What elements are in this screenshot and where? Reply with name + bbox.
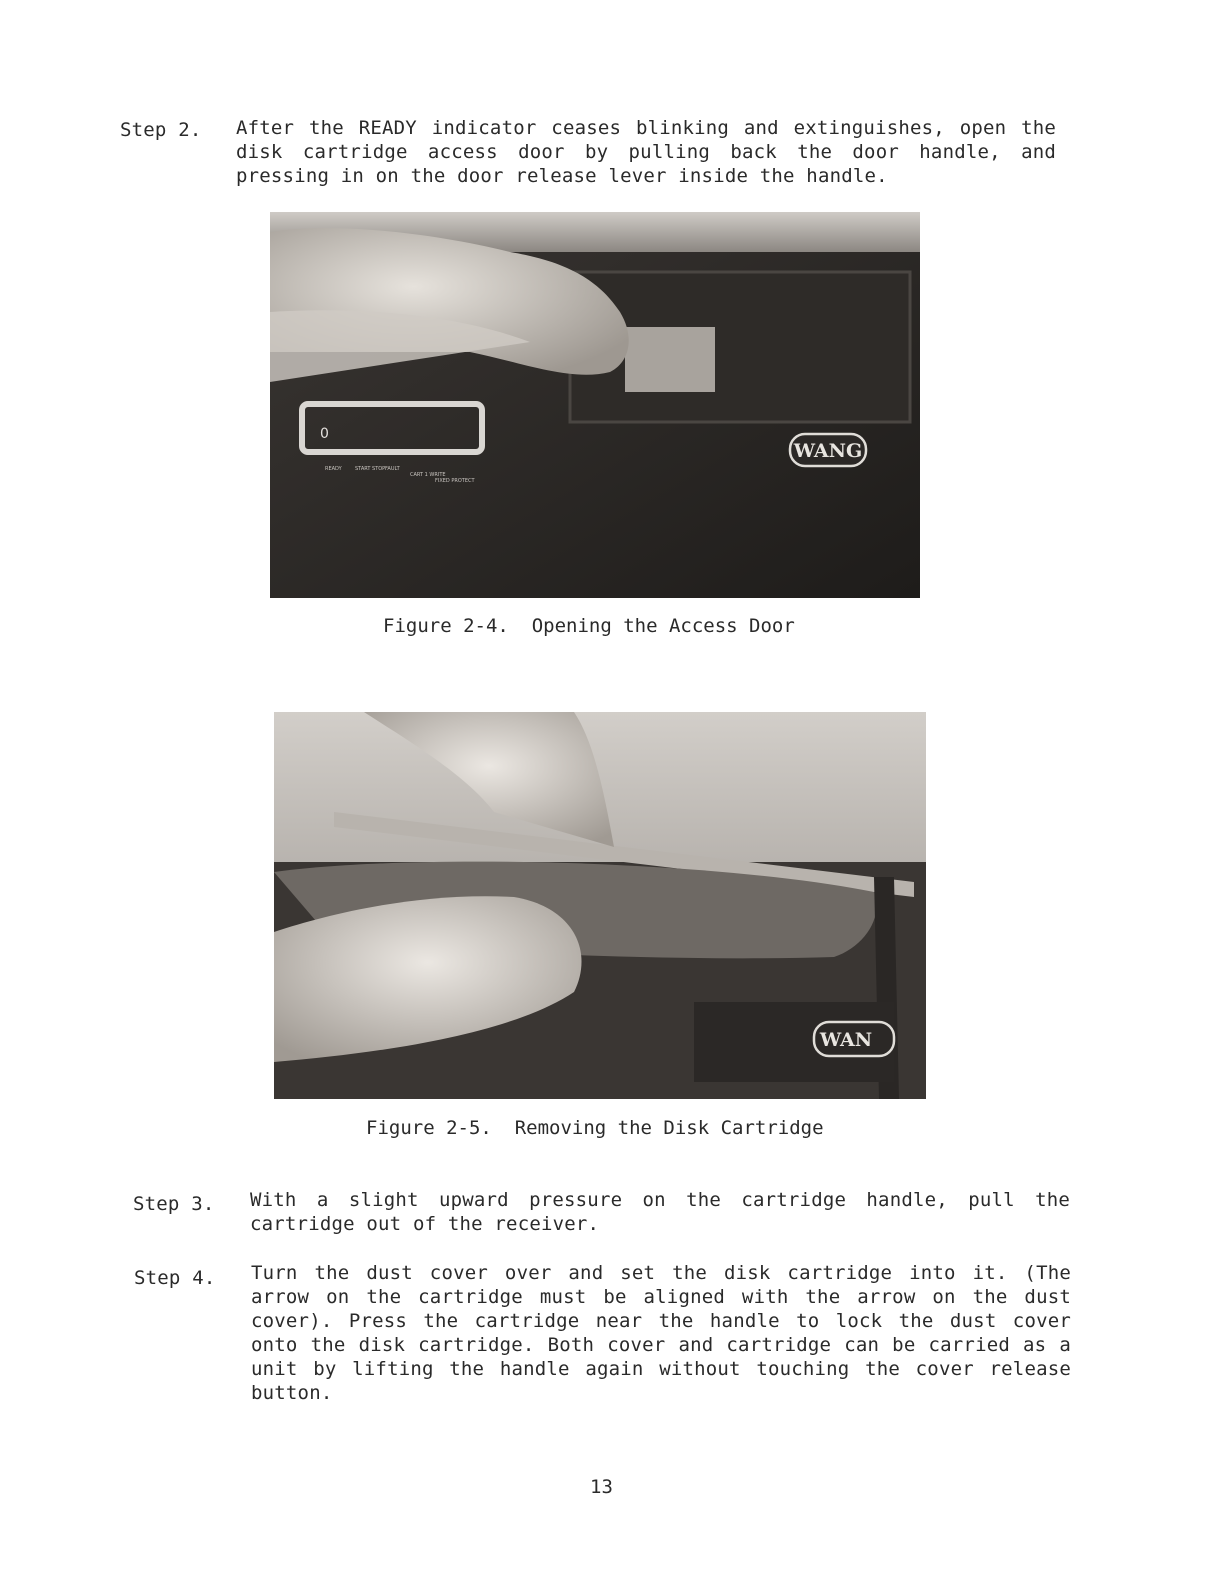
figure-2-4-caption: Figure 2-4. Opening the Access Door [383,615,795,637]
step-3-label: Step 3. [133,1193,215,1215]
page-number: 13 [590,1476,613,1498]
step-2-text: After the READY indicator ceases blinking and extinguishes, open the disk cartridge access door by pulling back the door handle, and pressing in on the door release lever inside the handle. [236,117,1056,187]
panel-label-ready: READY [325,466,342,472]
step-4-label: Step 4. [134,1267,216,1289]
figure-2-5-caption: Figure 2-5. Removing the Disk Cartridge [366,1117,824,1139]
figure-2-4-photo [270,212,920,598]
panel-label-fixed-protect: FIXED PROTECT [435,478,475,484]
panel-label-cart-write: CART 1 WRITE [410,472,446,478]
step-3-text: With a slight upward pressure on the cartridge handle, pull the cartridge out of the receiver. [250,1189,1070,1235]
panel-label-fault: FAULT [385,466,400,472]
wang-logo-1: WANG [793,440,863,462]
panel-label-start-stop: START STOP [355,466,386,472]
figure-2-5-photo [274,712,926,1099]
step-4-text: Turn the dust cover over and set the disk cartridge into it. (The arrow on the cartridge must be aligned with the arrow on the dust cover). Press the cartridge near the handle to lock the dust cover onto the disk cartridge. Both cover and cartridge can be carried as a unit by lifting the handle again without touching the cover release button. [251,1262,1071,1404]
panel-digit: 0 [320,426,329,442]
step-2-label: Step 2. [120,119,202,141]
wang-logo-2: WAN [819,1029,873,1051]
